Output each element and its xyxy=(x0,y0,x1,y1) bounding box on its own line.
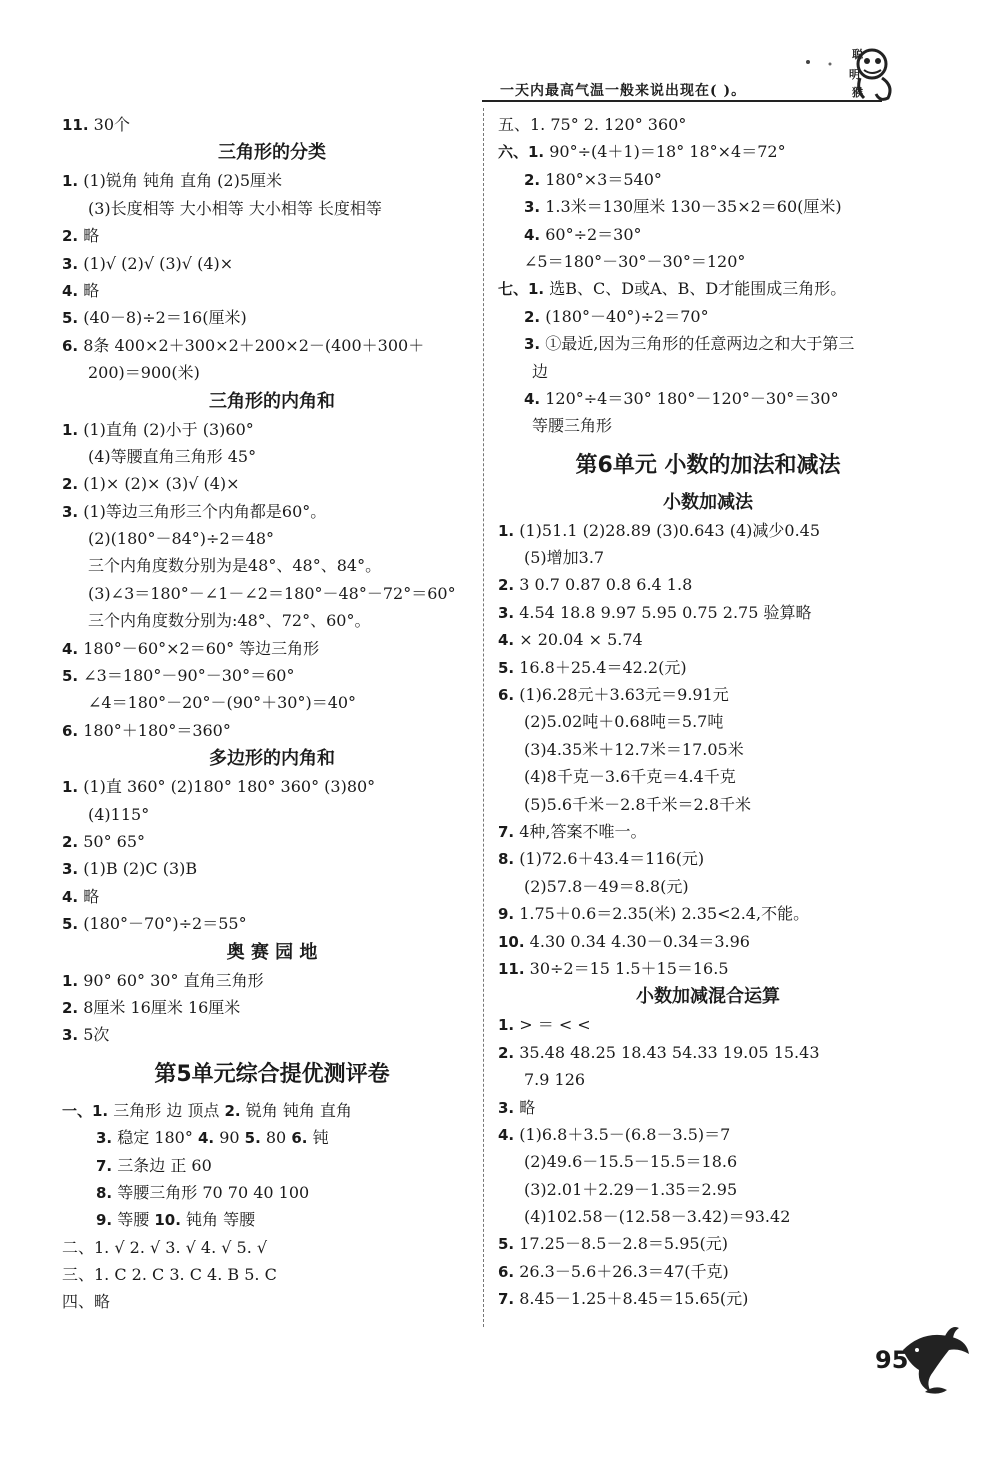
answer-line: ∠5＝180°－30°－30°＝120° xyxy=(524,251,746,271)
answer-line: 3. 5次 xyxy=(62,1025,110,1045)
answer-line: 3. 略 xyxy=(498,1097,536,1117)
answer-line: 二、1. √ 2. √ 3. √ 4. √ 5. √ xyxy=(62,1237,268,1257)
answer-line: 7. 4种,答案不唯一。 xyxy=(498,821,647,841)
answer-line: 4. 略 xyxy=(62,886,100,906)
section-title-decimal-mixed: 小数加减混合运算 xyxy=(636,986,780,1008)
answer-line: 6. (1)6.28元＋3.63元＝9.91元 xyxy=(498,685,729,705)
answer-line: (4)115° xyxy=(88,804,150,824)
answer-line: 1. > ＝ < < xyxy=(498,1015,591,1035)
answer-line: 4. 略 xyxy=(62,280,100,300)
section-title-decimal-add-subtract: 小数加减法 xyxy=(663,491,753,513)
answer-line: 3. 1.3米＝130厘米 130－35×2＝60(厘米) xyxy=(524,197,842,217)
answer-line: (5)5.6千米－2.8千米＝2.8千米 xyxy=(524,794,752,814)
answer-line: 三个内角度数分别为:48°、72°、60°。 xyxy=(88,611,371,631)
header-quote: 一天内最高气温一般来说出现在( )。 xyxy=(500,83,747,99)
answer-line: (3)2.01＋2.29－1.35＝2.95 xyxy=(524,1179,738,1199)
answer-line: 六、1. 90°÷(4＋1)＝18° 18°×4＝72° xyxy=(498,142,786,162)
answer-line: (4)等腰直角三角形 45° xyxy=(88,446,257,466)
answer-line: (2)(180°－84°)÷2＝48° xyxy=(88,529,274,549)
answer-line: 8. 等腰三角形 70 70 40 100 xyxy=(96,1182,310,1202)
answer-line: 11. 30个 xyxy=(62,115,131,134)
page-number: 95 xyxy=(875,1346,909,1374)
section-title-olympiad: 奥 赛 园 地 xyxy=(226,941,318,963)
answer-line: 8. (1)72.6＋43.4＝116(元) xyxy=(498,849,705,869)
answer-line: (3)∠3＝180°－∠1－∠2＝180°－48°－72°＝60° xyxy=(88,583,456,603)
answer-line: (2)57.8－49＝8.8(元) xyxy=(524,876,689,896)
answer-line: 边 xyxy=(532,361,549,381)
answer-line: 1. (1)51.1 (2)28.89 (3)0.643 (4)减少0.45 xyxy=(498,520,821,540)
answer-line: 7. 三条边 正 60 xyxy=(96,1155,212,1175)
answer-line: 5. (40－8)÷2＝16(厘米) xyxy=(62,308,247,328)
answer-line: 11. 30÷2＝15 1.5＋15＝16.5 xyxy=(498,958,729,978)
answer-line: 七、1. 选B、C、D或A、B、D才能围成三角形。 xyxy=(498,279,847,299)
answer-line: 9. 1.75＋0.6＝2.35(米) 2.35<2.4,不能。 xyxy=(498,904,810,924)
section-title-polygon-angles: 多边形的内角和 xyxy=(209,748,335,770)
answer-line: 3. ①最近,因为三角形的任意两边之和大于第三 xyxy=(524,334,855,354)
answer-line: 5. ∠3＝180°－90°－30°＝60° xyxy=(62,666,295,686)
section-title-triangle-angles: 三角形的内角和 xyxy=(209,390,335,412)
answer-line: 3. (1)B (2)C (3)B xyxy=(62,859,198,879)
answer-line: 2. 8厘米 16厘米 16厘米 xyxy=(62,997,241,1017)
answer-line: 6. 8条 400×2＋300×2＋200×2－(400＋300＋ xyxy=(62,335,425,355)
answer-line: 2. 50° 65° xyxy=(62,831,146,851)
answer-line: 等腰三角形 xyxy=(532,416,613,436)
answer-line: 3. (1)等边三角形三个内角都是60°。 xyxy=(62,501,327,521)
answer-line: 3. 稳定 180° 4. 90 5. 80 6. 钝 xyxy=(96,1128,329,1148)
answer-line: 2. 35.48 48.25 18.43 54.33 19.05 15.43 xyxy=(498,1042,820,1062)
answer-line: 5. 16.8＋25.4＝42.2(元) xyxy=(498,657,687,677)
answer-line: 5. 17.25－8.5－2.8＝5.95(元) xyxy=(498,1234,729,1254)
answer-line: 3. 4.54 18.8 9.97 5.95 0.75 2.75 验算略 xyxy=(498,602,812,622)
answer-line: 4. (1)6.8＋3.5－(6.8－3.5)＝7 xyxy=(498,1124,731,1144)
answer-line: (2)49.6－15.5－15.5＝18.6 xyxy=(524,1152,738,1172)
answer-line: 三、1. C 2. C 3. C 4. B 5. C xyxy=(62,1265,277,1285)
answer-line: 三个内角度数分别为是48°、48°、84°。 xyxy=(88,556,382,576)
answer-line: 一、1. 三角形 边 顶点 2. 锐角 钝角 直角 xyxy=(62,1100,352,1120)
unit-5-test-title: 第5单元综合提优测评卷 xyxy=(154,1061,390,1087)
answer-line: 五、1. 75° 2. 120° 360° xyxy=(498,115,687,134)
answer-line: 4. 180°－60°×2＝60° 等边三角形 xyxy=(62,638,320,658)
answer-line: 6. 180°＋180°＝360° xyxy=(62,720,231,740)
answer-line: ∠4＝180°－20°－(90°＋30°)＝40° xyxy=(88,693,357,713)
answer-line: (4)102.58－(12.58－3.42)＝93.42 xyxy=(524,1207,791,1227)
unit-6-title: 第6单元 小数的加法和减法 xyxy=(575,452,841,478)
answer-line: 6. 26.3－5.6＋26.3＝47(千克) xyxy=(498,1261,729,1281)
right-column xyxy=(498,111,918,1313)
answer-line: 200)＝900(米) xyxy=(88,363,200,383)
answer-line: 9. 等腰 10. 钝角 等腰 xyxy=(96,1210,256,1230)
answer-line: 5. (180°－70°)÷2＝55° xyxy=(62,914,247,934)
answer-line: 1. (1)直 360° (2)180° 180° 360° (3)80° xyxy=(62,777,376,797)
answer-line: 四、略 xyxy=(62,1292,111,1312)
answer-line: (3)长度相等 大小相等 大小相等 长度相等 xyxy=(88,198,382,218)
monkey-mascot-icon xyxy=(790,42,900,104)
mascot-label-2: 明 xyxy=(849,68,860,81)
answer-line: 4. 120°÷4＝30° 180°－120°－30°＝30° xyxy=(524,388,839,408)
dolphin-icon xyxy=(895,1320,975,1400)
answer-line: (4)8千克－3.6千克＝4.4千克 xyxy=(524,767,736,787)
mascot-label-3: 猴 xyxy=(852,86,863,99)
answer-line: 3. (1)√ (2)√ (3)√ (4)× xyxy=(62,253,234,273)
answer-line: 2. 略 xyxy=(62,226,100,246)
answer-line: 4. × 20.04 × 5.74 xyxy=(498,630,643,650)
answer-line: (3)4.35米＋12.7米＝17.05米 xyxy=(524,739,744,759)
section-title-triangle-classification: 三角形的分类 xyxy=(218,142,326,164)
column-divider xyxy=(483,108,484,1327)
answer-line: 1. (1)锐角 钝角 直角 (2)5厘米 xyxy=(62,171,283,191)
answer-line: 7.9 126 xyxy=(524,1070,586,1090)
answer-line: 2. 3 0.7 0.87 0.8 6.4 1.8 xyxy=(498,575,693,595)
answer-line: 1. (1)直角 (2)小于 (3)60° xyxy=(62,419,254,439)
left-column xyxy=(62,111,482,1316)
answer-line: 2. (180°－40°)÷2＝70° xyxy=(524,306,709,326)
answer-line: (5)增加3.7 xyxy=(524,548,605,568)
mascot-label-1: 聪 xyxy=(852,48,863,61)
answer-line: 2. (1)× (2)× (3)√ (4)× xyxy=(62,474,240,494)
answer-line: 1. 90° 60° 30° 直角三角形 xyxy=(62,970,264,990)
answer-line: 4. 60°÷2＝30° xyxy=(524,224,642,244)
answer-line: 7. 8.45－1.25＋8.45＝15.65(元) xyxy=(498,1289,749,1309)
answer-line: (2)5.02吨＋0.68吨＝5.7吨 xyxy=(524,712,724,732)
answer-line: 2. 180°×3＝540° xyxy=(524,169,662,189)
answer-line: 10. 4.30 0.34 4.30－0.34＝3.96 xyxy=(498,931,750,951)
